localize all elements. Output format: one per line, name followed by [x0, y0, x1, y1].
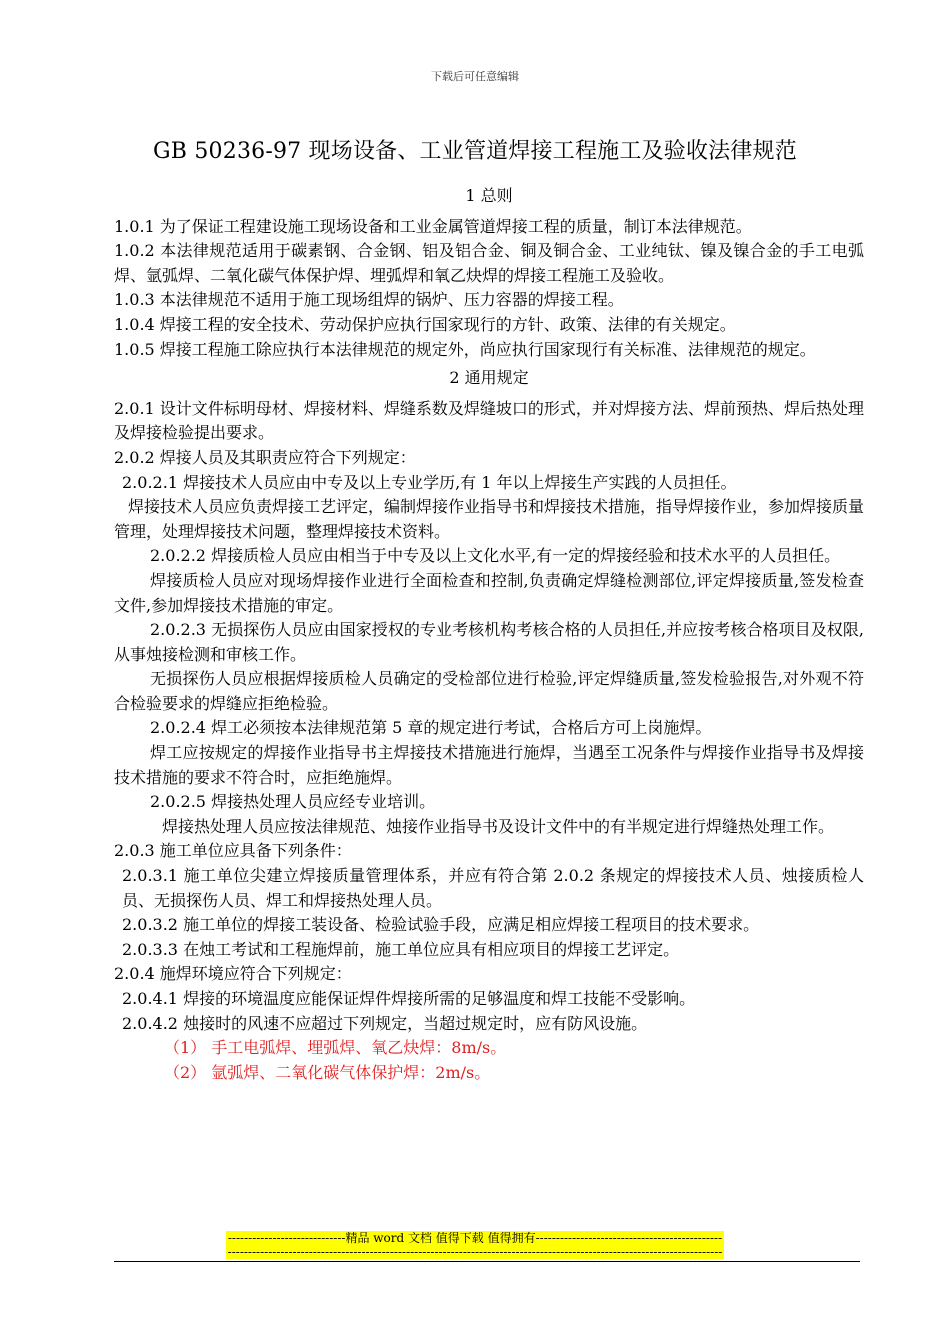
footer-banner-dashes	[0, 1245, 950, 1259]
footer-dash-line: --------------------------------------------------------------------------------------------------------------------------	[227, 1245, 723, 1259]
clause-2-0-2-3: 2.0.2.3 无损探伤人员应由国家授权的专业考核机构考核合格的人员担任,并应按考核合格项目及权限,从事烛接检测和审核工作。	[114, 620, 864, 664]
list-item: （1） 手工电弧焊、埋弧焊、氧乙炔焊：8m/s。	[164, 1038, 507, 1058]
clause-2-0-4-1: 2.0.4.1 焊接的环境温度应能保证焊件焊接所需的足够温度和焊工技能不受影响。	[122, 989, 696, 1008]
clause-2-0-2: 2.0.2 焊接人员及其职责应符合下列规定：	[114, 447, 416, 467]
clause-1-0-5: 1.0.5 焊接工程施工除应执行本法律规范的规定外，尚应执行国家现行有关标准、法律规范的规定。	[114, 339, 816, 359]
clause-2-0-2-2-duty: 焊接质检人员应对现场焊接作业进行全面检查和控制,负责确定焊缝检测部位,评定焊接质量,签发检查文件,参加焊接技术措施的审定。	[114, 570, 864, 615]
clause-2-0-2-1: 2.0.2.1 焊接技术人员应由中专及以上专业学历,有 1 年以上焊接生产实践的人员担任。	[122, 472, 737, 492]
clause-2-0-3-1: 2.0.3.1 施工单位尖建立焊接质量管理体系，并应有符合第 2.0.2 条规定的焊接技术人员、烛接质检人员、无损探伤人员、焊工和焊接热处理人员。	[122, 866, 864, 910]
section-heading-general-provisions: 2 通用规定	[449, 368, 529, 388]
clause-2-0-2-5-duty: 焊接热处理人员应按法律规范、烛接作业指导书及设计文件中的有半规定进行焊缝热处理工作。	[162, 816, 835, 836]
clause-2-0-3-3: 2.0.3.3 在烛工考试和工程施焊前，施工单位应具有相应项目的焊接工艺评定。	[122, 939, 680, 959]
section-heading-general: 1 总则	[465, 186, 513, 205]
footer-divider	[114, 1261, 860, 1262]
clause-2-0-2-4-duty: 焊工应按规定的焊接作业指导书主焊接技术措施进行施焊，当遇至工况条件与焊接作业指导书及焊接技术措施的要求不符合时，应拒绝施焊。	[114, 743, 864, 787]
footer-banner-text: -----------------------------精品 word 文档 值得下载 值得拥有----------------------------------------------	[227, 1231, 723, 1245]
clause-2-0-3: 2.0.3 施工单位应具备下列条件：	[114, 841, 352, 861]
clause-2-0-4-2: 2.0.4.2 烛接时的风速不应超过下列规定，当超过规定时，应有防风设施。	[122, 1013, 648, 1033]
clause-1-0-3: 1.0.3 本法律规范不适用于施工现场组焊的锅炉、压力容器的焊接工程。	[114, 290, 624, 310]
clause-1-0-2: 1.0.2 本法律规范适用于碳素钢、合金钢、铝及铝合金、铜及铜合金、工业纯钛、镍及镍合金的手工电弧焊、氩弧焊、二氧化碳气体保护焊、埋弧焊和氧乙炔焊的焊接工程施工及验收。	[114, 241, 864, 285]
document-body	[114, 182, 864, 1085]
clause-2-0-2-3-duty: 无损探伤人员应根据焊接质检人员确定的受检部位进行检验,评定焊缝质量,签发检验报告,对外观不符合检验要求的焊缝应拒绝检验。	[114, 669, 864, 713]
clause-2-0-2-1-duty: 焊接技术人员应负责焊接工艺评定，编制焊接作业指导书和焊接技术措施，指导焊接作业，参加焊接质量管理，处理焊接技术问题，整理焊接技术资料。	[114, 497, 865, 541]
header-note: 下载后可任意编辑	[431, 70, 519, 83]
document-title: GB 50236-97 现场设备、工业管道焊接工程施工及验收法律规范	[153, 139, 797, 164]
clause-1-0-4: 1.0.4 焊接工程的安全技术、劳动保护应执行国家现行的方针、政策、法律的有关规定。	[114, 314, 736, 334]
clause-2-0-2-5: 2.0.2.5 焊接热处理人员应经专业培训。	[150, 792, 436, 812]
list-item: （2） 氩弧焊、二氧化碳气体保护焊：2m/s。	[164, 1062, 491, 1082]
clause-2-0-3-2: 2.0.3.2 施工单位的焊接工装设备、检验试验手段，应满足相应焊接工程项目的技术要求。	[122, 915, 760, 935]
footer-banner	[0, 1231, 950, 1245]
clause-2-0-1: 2.0.1 设计文件标明母材、焊接材料、焊缝系数及焊缝坡口的形式，并对焊接方法、焊前预热、焊后热处理及焊接检验提出要求。	[114, 398, 864, 443]
clause-1-0-1: 1.0.1 为了保证工程建设施工现场设备和工业金属管道焊接工程的质量，制订本法律规范。	[114, 216, 752, 236]
clause-2-0-2-2: 2.0.2.2 焊接质检人员应由相当于中专及以上文化水平,有一定的焊接经验和技术水平的人员担任。	[150, 546, 841, 566]
clause-2-0-2-4: 2.0.2.4 焊工必须按本法律规范第 5 章的规定进行考试，合格后方可上岗施焊。	[150, 718, 712, 738]
clause-2-0-4: 2.0.4 施焊环境应符合下列规定：	[114, 964, 352, 984]
